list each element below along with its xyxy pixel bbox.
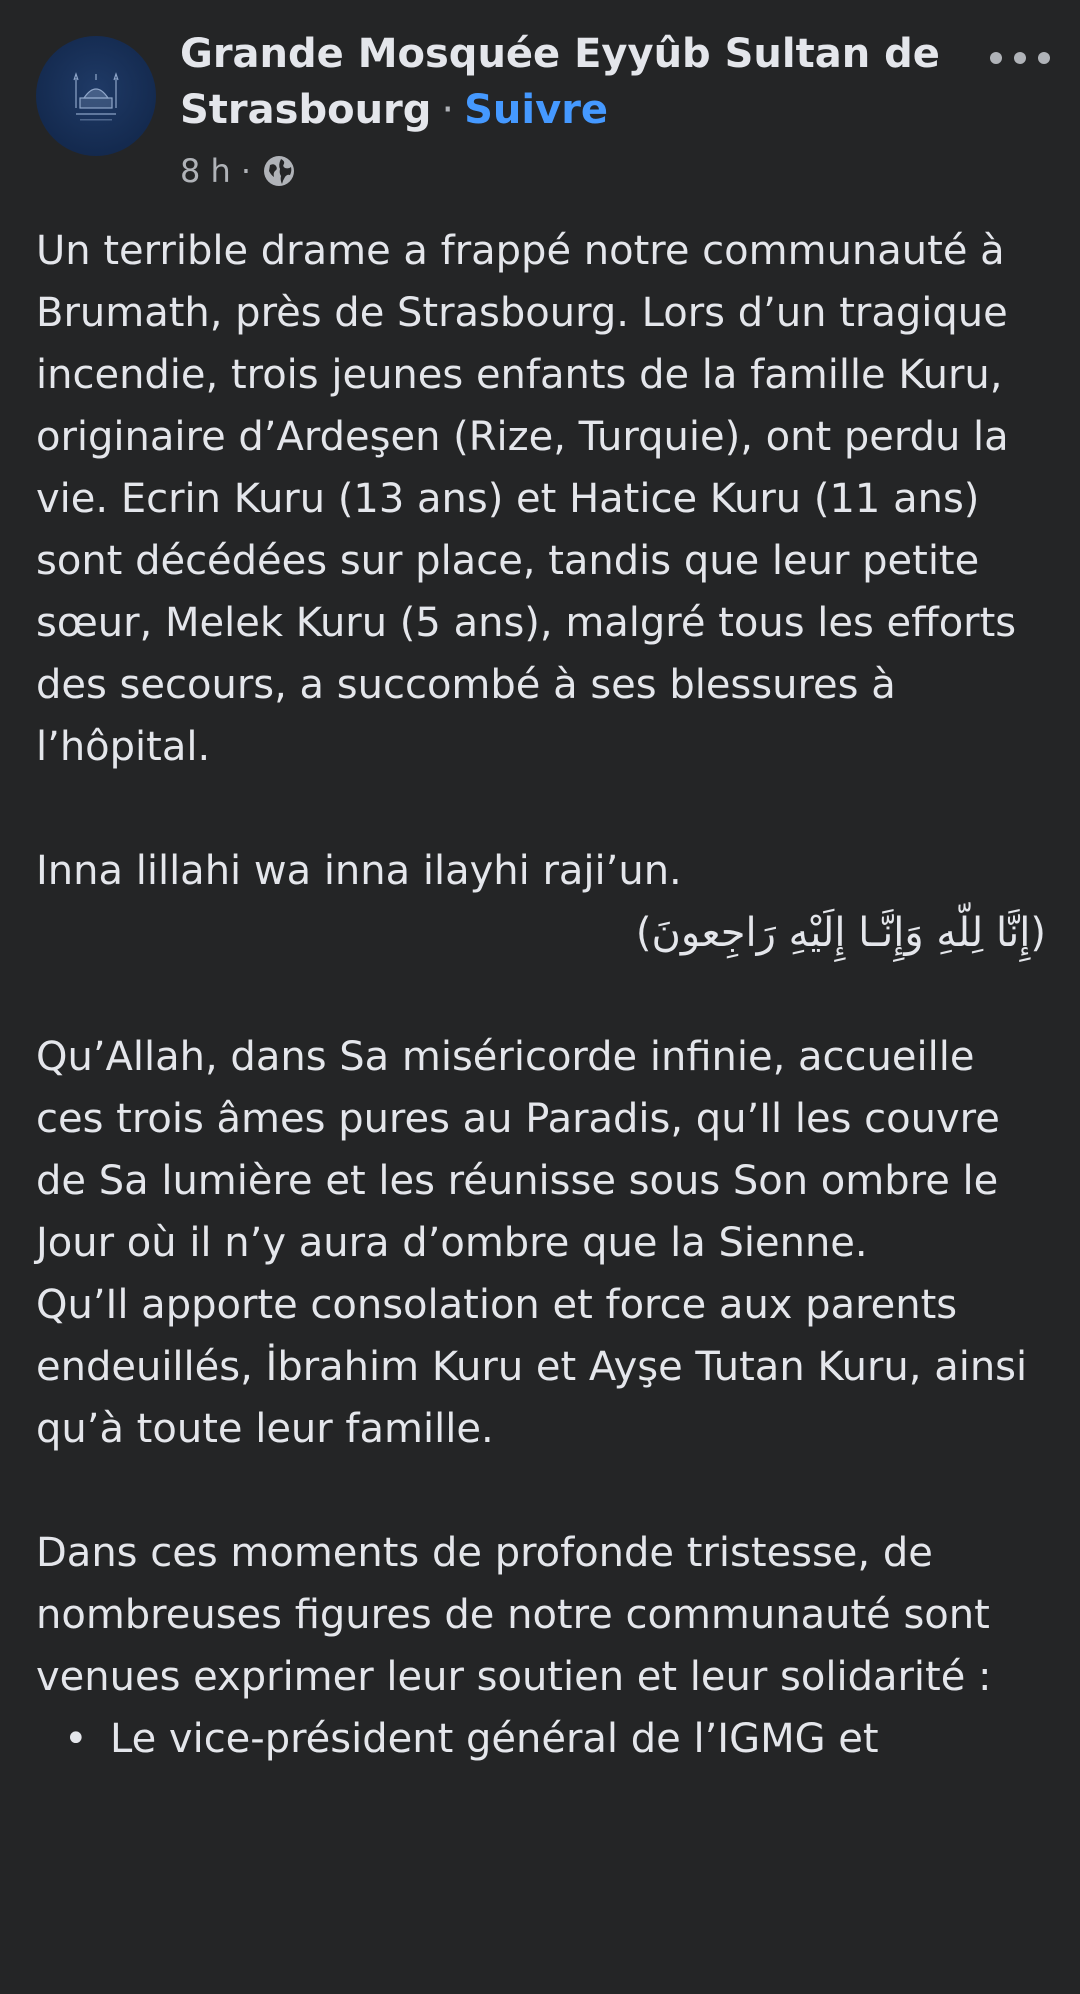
mosque-logo <box>36 36 156 156</box>
avatar[interactable] <box>36 36 156 156</box>
spacer <box>36 778 1046 840</box>
paragraph-5: Dans ces moments de profonde tristesse, de nombreuses figures de notre communauté sont venues exprimer leur soutien et leur solidarité : <box>36 1530 992 1700</box>
follow-separator: · <box>441 87 455 133</box>
more-dot <box>1038 52 1050 64</box>
page-name-line <box>180 26 980 138</box>
post-body <box>36 220 1046 1770</box>
globe-icon[interactable] <box>261 153 297 189</box>
more-options-icon[interactable] <box>990 38 1050 78</box>
paragraph-4: Qu’Il apporte consolation et force aux parents endeuillés, İbrahim Kuru et Ayşe Tutan Kuru, ainsi qu’à toute leur famille. <box>36 1282 1028 1452</box>
more-dot <box>1014 52 1026 64</box>
paragraph-2: Inna lillahi wa inna ilayhi raji’un. <box>36 848 682 894</box>
list-item: • Le vice-président général de l’IGMG et <box>36 1708 1046 1770</box>
supporters-list <box>36 1708 1046 1770</box>
spacer <box>36 964 1046 1026</box>
page-name[interactable]: Grande Mosquée Eyyûb Sultan de Strasbourg <box>180 31 940 133</box>
paragraph-3: Qu’Allah, dans Sa miséricorde infinie, accueille ces trois âmes pures au Paradis, qu’Il les couvre de Sa lumière et les réunisse sous Son ombre le Jour où il n’y aura d’ombre que la Sienne. <box>36 1034 1000 1266</box>
paragraph-1: Un terrible drame a frappé notre communauté à Brumath, près de Strasbourg. Lors d’un tragique incendie, trois jeunes enfants de la famille Kuru, originaire d’Ardeşen (Rize, Turquie), ont perdu la vie. Ecrin Kuru (13 ans) et Hatice Kuru (11 ans) sont décédées sur place, tandis que leur petite sœur, Melek Kuru (5 ans), malgré tous les efforts des secours, a succombé à ses blessures à l’hôpital. <box>36 228 1017 770</box>
spacer <box>36 1460 1046 1522</box>
arabic-verse: (إِنَّا لِلّهِ وَإِنَّـا إِلَيْهِ رَاجِعونَ) <box>635 910 1046 956</box>
meta-separator: · <box>240 152 251 190</box>
title-block <box>180 26 980 138</box>
post-time[interactable]: 8 h <box>180 152 231 190</box>
follow-button[interactable]: Suivre <box>464 87 609 133</box>
more-dot <box>990 52 1002 64</box>
post-header <box>0 0 1080 200</box>
post-meta <box>180 148 297 194</box>
